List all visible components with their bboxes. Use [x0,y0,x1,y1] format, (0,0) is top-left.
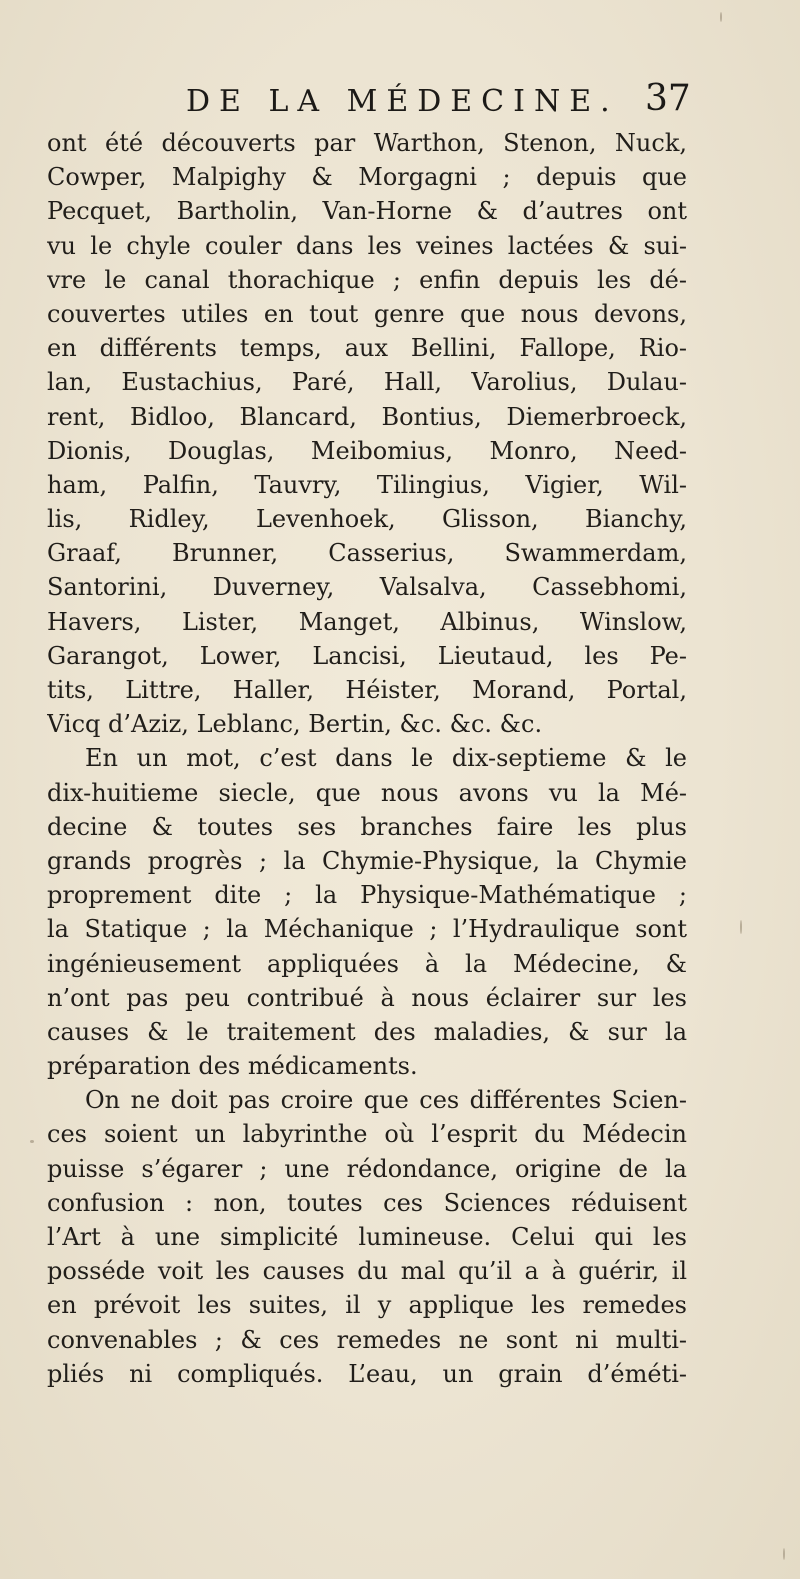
text-line: Santorini, Duverney, Valsalva, Cassebhomi, [47,573,687,602]
paper-speck [783,1548,785,1560]
text-line: ham, Palfin, Tauvry, Tilingius, Vigier, Wil- [47,470,687,499]
text-line: convenables ; & ces remedes ne sont ni multi- [47,1325,687,1354]
body-text [47,126,687,1391]
text-line: Cowper, Malpighy & Morgagni ; depuis que [47,163,687,192]
text-line: En un mot, c’est dans le dix-septieme & le [85,744,687,773]
text-line: On ne doit pas croire que ces différentes Scien- [85,1086,687,1115]
text-line: dix-huitieme siecle, que nous avons vu la Mé- [47,778,687,807]
text-line: posséde voit les causes du mal qu’il a à guérir, il [47,1257,687,1286]
text-line: decine & toutes ses branches faire les plus [47,812,687,841]
text-line: ont été découverts par Warthon, Stenon, Nuck, [47,129,687,157]
paper-speck [740,920,742,934]
text-line: vre le canal thorachique ; enfin depuis les dé- [47,265,687,294]
text-line: ces soient un labyrinthe où l’esprit du Médecin [47,1120,687,1149]
text-line: grands progrès ; la Chymie-Physique, la Chymie [47,846,687,875]
text-line: en prévoit les suites, il y applique les remedes [47,1291,687,1320]
text-line: Garangot, Lower, Lancisi, Lieutaud, les Pe- [47,641,687,670]
text-line: vu le chyle couler dans les veines lactées & sui- [47,231,687,260]
text-line: confusion : non, toutes ces Sciences réduisent [47,1188,687,1217]
text-line: pliés ni compliqués. L’eau, un grain d’éméti- [47,1359,687,1388]
text-line: puisse s’égarer ; une rédondance, origine de la [47,1154,687,1183]
text-line: tits, Littre, Haller, Héister, Morand, Portal, [47,676,687,704]
text-line: ingénieusement appliquées à la Médecine, & [47,949,687,978]
text-line: préparation des médicaments. [47,1052,418,1081]
page-number: 37 [645,78,691,119]
text-line: causes & le traitement des maladies, & sur la [47,1017,687,1046]
text-line: Pecquet, Bartholin, Van-Horne & d’autres ont [47,197,687,226]
text-line: l’Art à une simplicité lumineuse. Celui qui les [47,1223,687,1251]
text-line: en différents temps, aux Bellini, Fallope, Rio- [47,334,687,363]
text-line: Dionis, Douglas, Meibomius, Monro, Need- [47,436,687,465]
text-line: couvertes utiles en tout genre que nous devons, [47,299,687,328]
text-line: la Statique ; la Méchanique ; l’Hydraulique sont [47,915,687,944]
text-line: n’ont pas peu contribué à nous éclairer sur les [47,983,687,1012]
text-line: rent, Bidloo, Blancard, Bontius, Diemerbroeck, [47,402,687,431]
running-head: DE LA MÉDECINE. [186,84,619,119]
text-line: lis, Ridley, Levenhoek, Glisson, Bianchy, [47,505,687,534]
paper-speck [30,1140,34,1143]
paper-speck [720,12,722,22]
text-line: Havers, Lister, Manget, Albinus, Winslow, [47,607,687,636]
text-line: Vicq d’Aziz, Leblanc, Bertin, &c. &c. &c. [47,710,543,739]
text-line: lan, Eustachius, Paré, Hall, Varolius, Dulau- [47,368,687,397]
text-line: proprement dite ; la Physique-Mathématique ; [47,881,687,910]
text-line: Graaf, Brunner, Casserius, Swammerdam, [47,539,687,568]
